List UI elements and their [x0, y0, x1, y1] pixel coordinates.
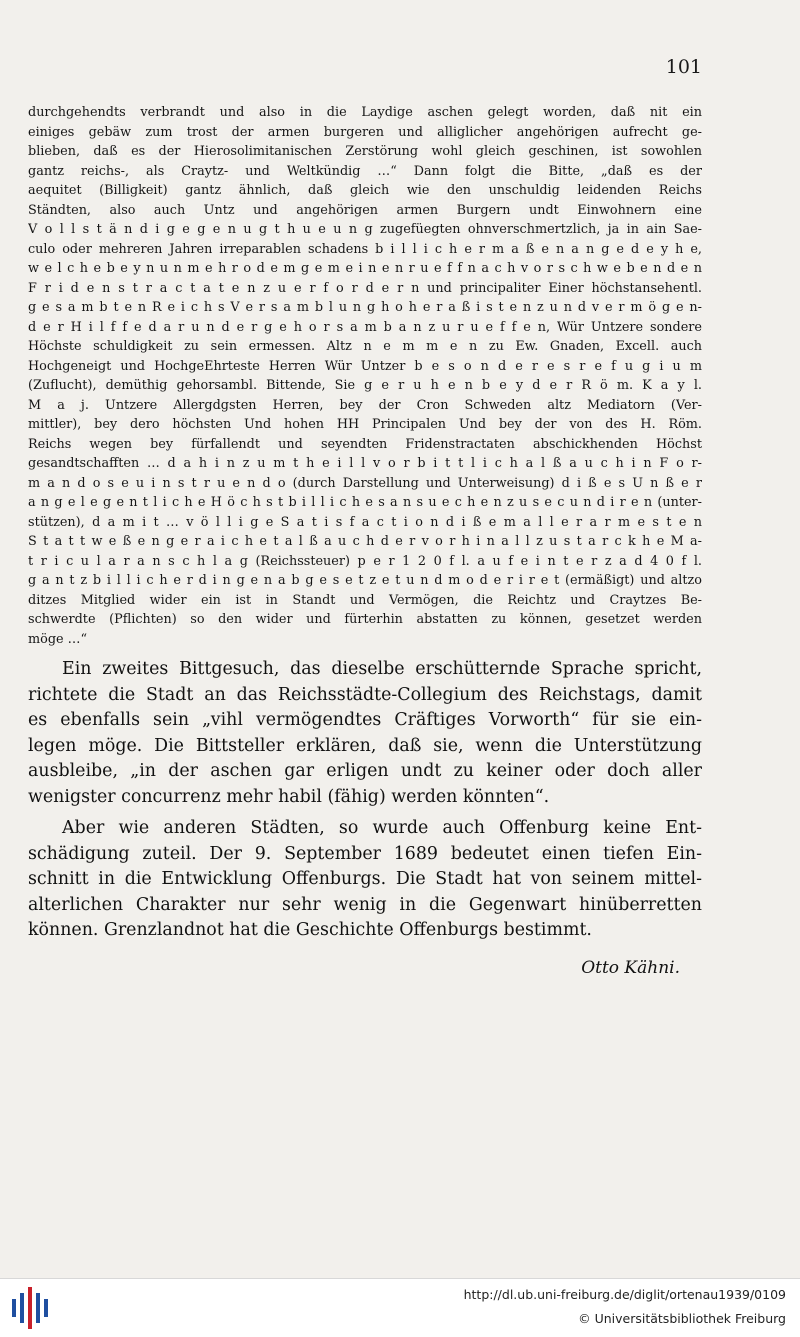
quote-line: (Zuflucht), demüthig gehorsambl. Bittende, Sie g e r u h e n b e y d e r R ö m. K a y l. — [28, 378, 702, 393]
quote-line: mittler), bey dero höchsten Und hohen HH Principalen Und bey der von des H. Röm. — [28, 417, 702, 432]
quote-line: a n g e l e g e n t l i c h e H ö c h s t b i l l i c h e s a n s u e c h e n z u s e c u n d i r e n (unter- — [28, 495, 702, 510]
paragraph-second-petition — [28, 657, 702, 810]
paragraph-conclusion — [28, 816, 702, 944]
page-number: 101 — [665, 56, 702, 78]
quote-line: S t a t t w e ß e n g e r a i c h e t a l ß a u c h d e r v o r h i n a l l z u s t a r c k h e M a- — [28, 534, 702, 549]
quote-line: Höchste schuldigkeit zu sein ermessen. Altz n e m m e n zu Ew. Gnaden, Excell. auch — [28, 339, 702, 354]
quote-line: t r i c u l a r a n s c h l a g (Reichssteuer) p e r 1 2 0 f l. a u f e i n t e r z a d 4 0 f l. — [28, 553, 702, 569]
paragraph-line: alterlichen Charakter nur sehr wenig in die Gegenwart hinüberretten — [28, 894, 702, 915]
quoted-letter-block — [28, 103, 702, 649]
copyright-notice: © Universitätsbibliothek Freiburg — [578, 1311, 786, 1326]
quote-line: w e l c h e b e y n u n m e h r o d e m g e m e i n e n r u e f f n a c h v o r s c h w e b e n d e n — [28, 261, 702, 276]
quote-line: schwerdte (Pflichten) so den wider und fürterhin abstatten zu können, gesetzet werden — [28, 612, 702, 627]
quote-line: d e r H i l f f e d a r u n d e r g e h o r s a m b a n z u r u e f f e n, Wür Untzere sondere — [28, 319, 702, 335]
paragraph-line: ausbleibe, „in der aschen gar erligen undt zu keiner oder doch aller — [28, 761, 702, 781]
paragraph-line: richtete die Stadt an das Reichsstädte-Collegium des Reichstags, damit — [28, 684, 702, 705]
quote-line: blieben, daß es der Hierosolimitanischen Zerstörung wohl gleich geschinen, ist sowohlen — [28, 144, 702, 159]
quote-line: Reichs wegen bey fürfallendt und seyendten Fridenstractaten abschickhenden Höchst — [28, 436, 702, 452]
quote-line: Hochgeneigt und HochgeEhrteste Herren Wür Untzer b e s o n d e r e s r e f u g i u m — [28, 358, 702, 374]
document-url-link[interactable]: http://dl.ub.uni-freiburg.de/diglit/ortenau1939/0109 — [463, 1287, 786, 1302]
paragraph-line: wenigster concurrenz mehr habil (fähig) werden könnten“. — [28, 786, 550, 807]
paragraph-line: legen möge. Die Bittsteller erklären, daß sie, wenn die Unterstützung — [28, 735, 702, 756]
quote-line: V o l l s t ä n d i g e g e n u g t h u e u n g zugefüegten ohnverschmertzlich, ja in ain Sae- — [28, 222, 702, 237]
quote-line: aequitet (Billigkeit) gantz ähnlich, daß gleich wie den unschuldig leidenden Reichs — [28, 183, 702, 198]
quote-line: stützen), d a m i t … v ö l l i g e S a t i s f a c t i o n d i ß e m a l l e r a r m e s t e n — [28, 514, 702, 530]
quote-line: durchgehendts verbrandt und also in die Laydige aschen gelegt worden, daß nit ein — [28, 105, 702, 120]
quote-line: g a n t z b i l l i c h e r d i n g e n a b g e s e t z e t u n d m o d e r i r e t (ermäßigt) und altzo — [28, 573, 702, 588]
viewer-footer — [0, 1278, 800, 1337]
quote-line: ditzes Mitglied wider ein ist in Standt und Vermögen, die Reichtz und Craytzes Be- — [28, 592, 702, 608]
author-signature: Otto Kähni. — [581, 958, 680, 978]
paragraph-line: es ebenfalls sein „vihl vermögendtes Cräftiges Vorworth“ für sie ein- — [28, 710, 702, 730]
paragraph-line: schädigung zuteil. Der 9. September 1689 bedeutet einen tiefen Ein- — [28, 843, 702, 864]
quote-line: F r i d e n s t r a c t a t e n z u e r f o r d e r n und principaliter Einer höchstansehentl. — [28, 280, 702, 296]
quote-line: gantz reichs-, als Craytz- und Weltkündig …“ Dann folgt die Bitte, „daß es der — [28, 163, 702, 179]
quote-line: m a n d o s e u i n s t r u e n d o (durch Darstellung und Unterweisung) d i ß e s U n ß e r — [28, 475, 702, 491]
paragraph-line: können. Grenzlandnot hat die Geschichte Offenburgs bestimmt. — [28, 920, 592, 940]
ub-freiburg-logo-icon[interactable] — [8, 1285, 50, 1331]
paragraph-line: schnitt in die Entwicklung Offenburgs. Die Stadt hat von seinem mittel- — [28, 869, 702, 889]
quote-line: g e s a m b t e n R e i c h s V e r s a m b l u n g h o h e r a ß i s t e n z u n d v e r m ö g e n- — [28, 300, 702, 315]
quote-line: Ständten, also auch Untz und angehörigen armen Burgern undt Einwohnern eine — [28, 202, 702, 218]
quote-line: einiges gebäw zum trost der armen burgeren und alliglicher angehörigen aufrecht ge- — [28, 124, 702, 140]
paragraph-line: Ein zweites Bittgesuch, das dieselbe erschütternde Sprache spricht, — [62, 659, 702, 679]
quote-line: M a j. Untzere Allergdgsten Herren, bey der Cron Schweden altz Mediatorn (Ver- — [28, 397, 702, 413]
quote-line: culo oder mehreren Jahren irreparablen schadens b i l l i c h e r m a ß e n a n g e d e y h e, — [28, 241, 702, 257]
paragraph-line: Aber wie anderen Städten, so wurde auch Offenburg keine Ent- — [62, 818, 702, 838]
quote-line: gesandtschafften … d a h i n z u m t h e i l l v o r b i t t l i c h a l ß a u c h i n F o r- — [28, 456, 702, 471]
quote-line: möge …“ — [28, 631, 88, 647]
